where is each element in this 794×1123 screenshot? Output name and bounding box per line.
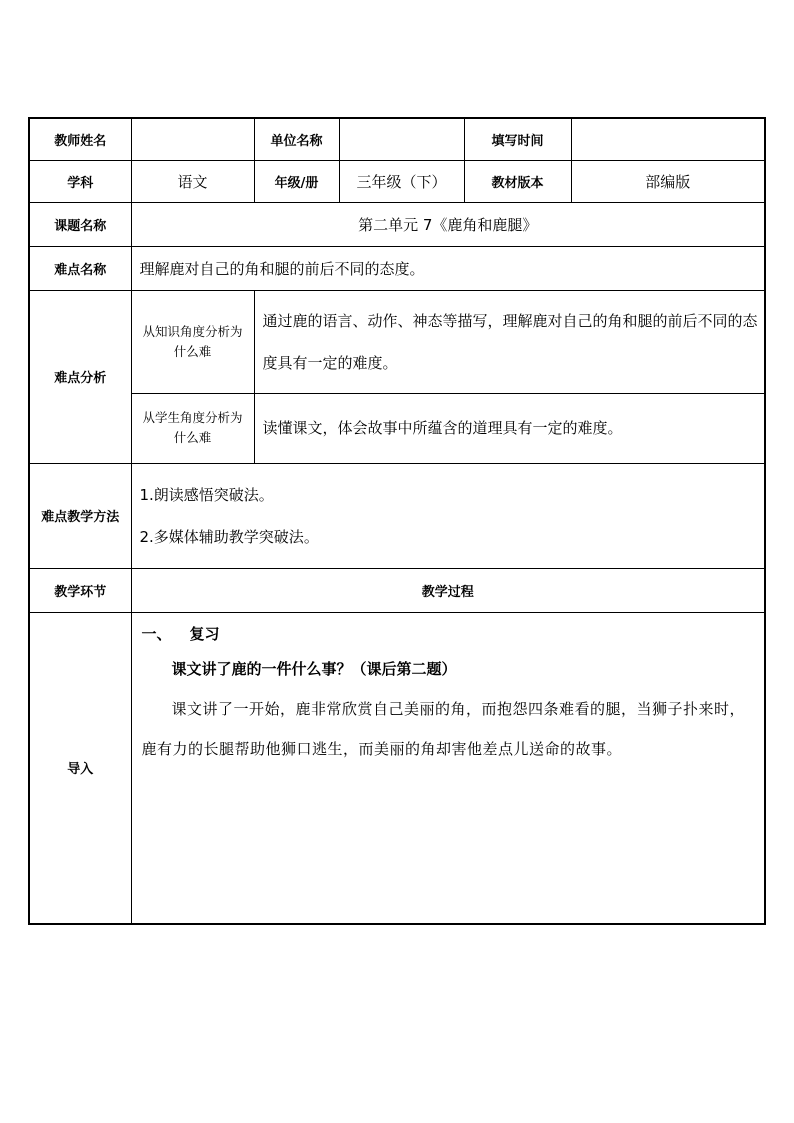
difficulty-value: 理解鹿对自己的角和腿的前后不同的态度。 [131,246,765,290]
subject-label: 学科 [29,160,131,202]
grade-label: 年级/册 [254,160,339,202]
textbook-label: 教材版本 [464,160,571,202]
topic-label: 课题名称 [29,202,131,246]
analysis-row-knowledge [29,290,765,393]
methods-row [29,463,765,568]
process-header: 教学过程 [131,568,765,612]
knowledge-angle-text: 通过鹿的语言、动作、神态等描写，理解鹿对自己的角和腿的前后不同的态度具有一定的难度。 [262,311,758,372]
review-answer: 课文讲了一开始，鹿非常欣赏自己美丽的角，而抱怨四条难看的腿，当狮子扑来时，鹿有力的长腿帮助他狮口逃生，而美丽的角却害他差点儿送命的故事。 [141,699,746,758]
lesson-plan-table [28,117,766,925]
unit-name-label: 单位名称 [254,118,339,160]
analysis-row-student [29,393,765,463]
student-angle-text: 读懂课文，体会故事中所蕴含的道理具有一定的难度。 [262,419,623,437]
fill-time-label: 填写时间 [464,118,571,160]
textbook-value: 部编版 [571,160,765,202]
teacher-name-field [131,118,254,160]
process-row [29,612,765,924]
section-heading [142,619,755,649]
process-header-row [29,568,765,612]
grade-value: 三年级（下） [339,160,464,202]
info-row [29,160,765,202]
methods-label: 难点教学方法 [29,463,131,568]
topic-value: 第二单元 7《鹿角和鹿腿》 [131,202,765,246]
header-row [29,118,765,160]
topic-row [29,202,765,246]
student-angle-cell [254,393,765,463]
difficulty-label: 难点名称 [29,246,131,290]
analysis-label: 难点分析 [29,290,131,463]
fill-time-field [571,118,765,160]
methods-cell [131,463,765,568]
unit-name-field [339,118,464,160]
section-number: 一、 [141,624,172,643]
knowledge-angle-cell [254,290,765,393]
method-item: 1.朗读感悟突破法。 [139,485,274,504]
review-question: 课文讲了鹿的一件什么事？（课后第二题） [171,659,457,678]
section-title: 复习 [189,624,220,643]
stage-name: 导入 [29,612,131,924]
method-item: 2.多媒体辅助教学突破法。 [139,527,319,546]
student-angle-label: 从学生角度分析为什么难 [131,393,254,463]
difficulty-row [29,246,765,290]
subject-value: 语文 [131,160,254,202]
stage-header: 教学环节 [29,568,131,612]
process-content [131,612,765,924]
knowledge-angle-label: 从知识角度分析为什么难 [131,290,254,393]
teacher-name-label: 教师姓名 [29,118,131,160]
